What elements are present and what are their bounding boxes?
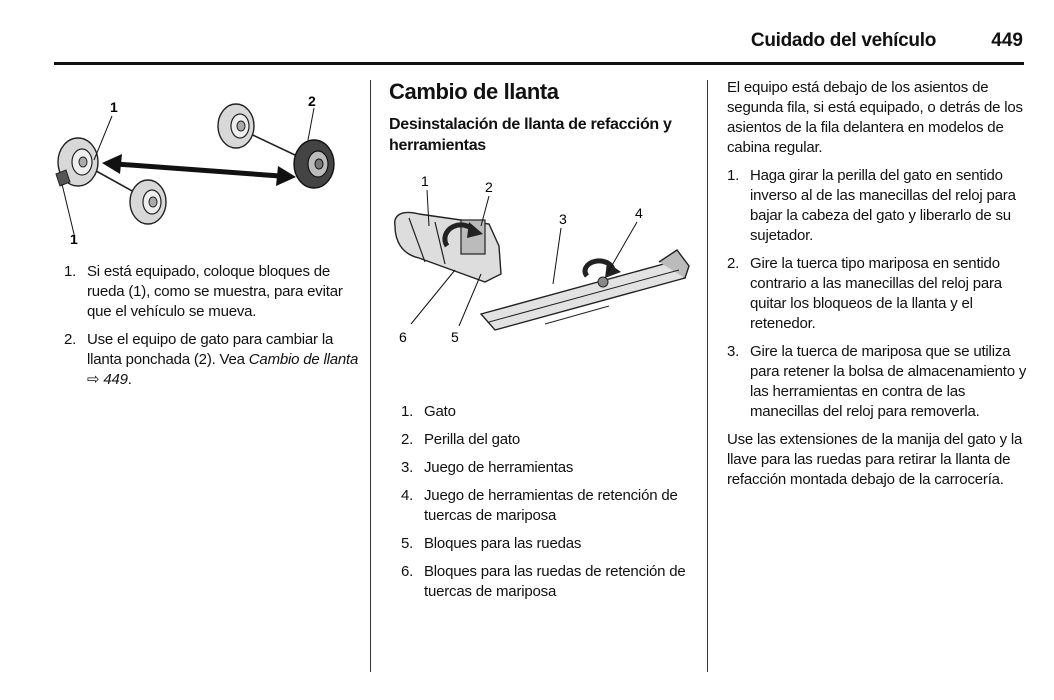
callout-label: 2 — [485, 179, 493, 195]
flat-tire — [294, 140, 334, 188]
page-reference[interactable]: 449 — [103, 371, 128, 388]
callout-label: 1 — [70, 231, 78, 246]
double-arrow-icon — [102, 154, 296, 186]
middle-column — [389, 78, 697, 610]
list-item: 1. Si está equipado, coloque bloques de rueda (1), como se muestra, para evitar que el vehículo se mueva. — [64, 263, 343, 320]
callout-label: 5 — [451, 329, 459, 345]
left-steps-list — [64, 262, 360, 390]
jack-icon — [395, 213, 501, 283]
list-item: 1. Gato — [401, 403, 456, 420]
callout-label: 6 — [399, 329, 407, 345]
list-item: 3. Gire la tuerca de mariposa que se utiliza para retener la bolsa de almacenamiento y las herramientas en contra de las manecillas del reloj para removerla. — [727, 343, 1027, 420]
subsection-heading: Desinstalación de llanta de refacción y herramientas — [389, 116, 672, 154]
list-item: 2. Perilla del gato — [401, 431, 521, 448]
list-item: 2. Use el equipo de gato para cambiar la llanta ponchada (2). Vea Cambio de llanta ⇨ 449. — [64, 331, 359, 388]
jack-and-tools-illustration — [389, 166, 697, 366]
list-item: 5. Bloques para las ruedas — [401, 535, 582, 552]
column-divider — [707, 80, 708, 672]
section-title: Cuidado del vehículo — [750, 30, 936, 51]
wheel-rear-left — [130, 180, 166, 224]
list-item: 1. Haga girar la perilla del gato en sentido inverso al de las manecillas del reloj para bajar la cabeza del gato y liberarlo de su sujetador. — [727, 167, 1016, 244]
column-divider — [370, 80, 371, 672]
header-rule — [54, 62, 1024, 65]
callout-label: 2 — [308, 96, 316, 109]
left-column — [64, 96, 360, 398]
closing-paragraph: Use las extensiones de la manija del gato y la llave para las ruedas para retirar la llanta de refacción montada debajo de la carrocería. — [727, 431, 1023, 488]
list-item: 6. Bloques para las ruedas de retención de tuercas de mariposa — [401, 563, 686, 600]
callout-label: 1 — [110, 99, 118, 115]
list-item: 2. Gire la tuerca tipo mariposa en sentido contrario a las manecillas del reloj para quitar los bloqueos de la llanta y el retenedor. — [727, 255, 1002, 332]
parts-list — [389, 402, 697, 602]
wheel-block-illustration — [52, 96, 348, 246]
intro-paragraph: El equipo está debajo de los asientos de segunda fila, si está equipado, o detrás de los asientos de la fila delantera en modelos de cabina regular. — [727, 79, 1023, 156]
callout-label: 3 — [559, 211, 567, 227]
wheel-front-right — [218, 104, 254, 148]
list-item: 4. Juego de herramientas de retención de tuercas de mariposa — [401, 487, 678, 524]
right-column — [727, 78, 1027, 498]
page-number: 449 — [991, 30, 1023, 51]
tool-kit-icon — [481, 250, 689, 330]
right-steps-list — [727, 166, 1027, 422]
page-header — [0, 30, 1054, 56]
list-item: 3. Juego de herramientas — [401, 459, 574, 476]
cross-reference-link[interactable]: Cambio de llanta — [248, 351, 359, 368]
callout-label: 4 — [635, 205, 643, 221]
section-heading: Cambio de llanta — [389, 79, 559, 104]
callout-label: 1 — [421, 173, 429, 189]
arrow-right-icon: ⇨ — [87, 371, 100, 388]
